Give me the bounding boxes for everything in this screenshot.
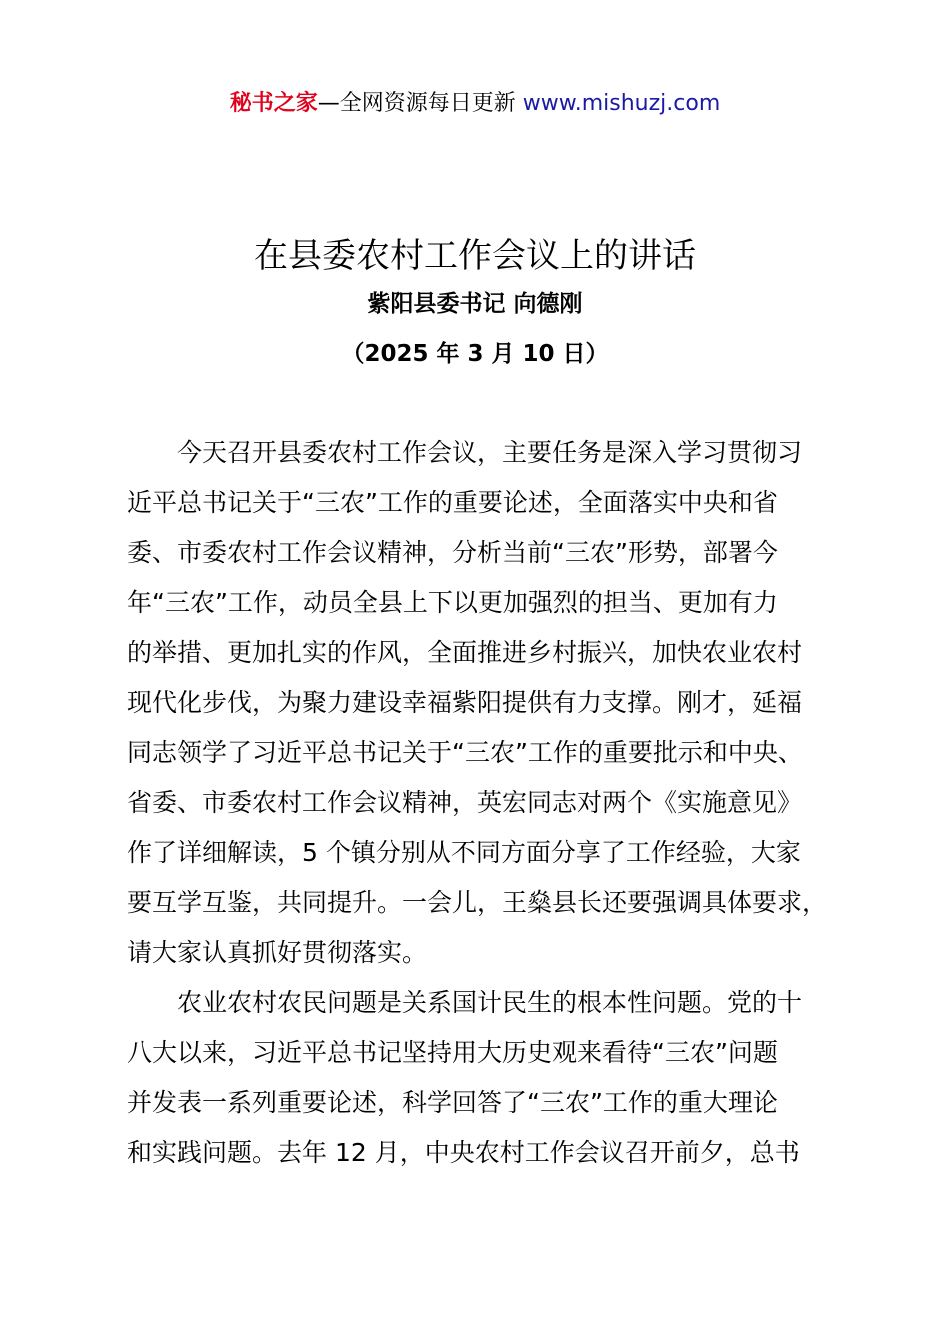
- document-date: （2025 年 3 月 10 日）: [341, 341, 609, 367]
- paragraph-line: 农业农村农民问题是关系国计民生的根本性问题。党的十: [177, 988, 803, 1017]
- document-title: 在县委农村工作会议上的讲话: [254, 236, 696, 276]
- paragraph-line: 和实践问题。去年 12 月，中央农村工作会议召开前夕，总书: [127, 1138, 800, 1167]
- site-url-link[interactable]: www.mishuzj.com: [522, 91, 721, 116]
- paragraph-line: 同志领学了习近平总书记关于“三农”工作的重要批示和中央、: [127, 738, 803, 767]
- paragraph-line: 的举措、更加扎实的作风，全面推进乡村振兴，加快农业农村: [127, 638, 803, 667]
- paragraph-line: 请大家认真抓好贯彻落实。: [127, 938, 428, 967]
- brand-name: 秘书之家: [229, 91, 318, 116]
- paragraph-line: 并发表一系列重要论述，科学回答了“三农”工作的重大理论: [127, 1088, 778, 1117]
- paragraph-line: 省委、市委农村工作会议精神，英宏同志对两个《实施意见》: [127, 788, 803, 817]
- paragraph-line: 现代化步伐，为聚力建设幸福紫阳提供有力支撑。刚才，延福: [127, 688, 803, 717]
- paragraph-line: 近平总书记关于“三农”工作的重要论述，全面落实中央和省: [127, 488, 778, 517]
- document-author: 紫阳县委书记 向德刚: [367, 291, 583, 317]
- paragraph-line: 作了详细解读，5 个镇分别从不同方面分享了工作经验，大家: [127, 838, 801, 867]
- paragraph-line: 要互学互鉴，共同提升。一会儿，王燊县长还要强调具体要求，: [127, 888, 828, 917]
- paragraph-line: 年“三农”工作，动员全县上下以更加强烈的担当、更加有力: [127, 588, 778, 617]
- site-header: [0, 86, 950, 122]
- paragraph-line: 今天召开县委农村工作会议，主要任务是深入学习贯彻习: [177, 438, 803, 467]
- header-tagline: —全网资源每日更新: [317, 91, 523, 116]
- document-body: [127, 428, 857, 1178]
- paragraph-line: 委、市委农村工作会议精神，分析当前“三农”形势，部署今: [127, 538, 778, 567]
- paragraph-line: 八大以来，习近平总书记坚持用大历史观来看待“三农”问题: [127, 1038, 778, 1067]
